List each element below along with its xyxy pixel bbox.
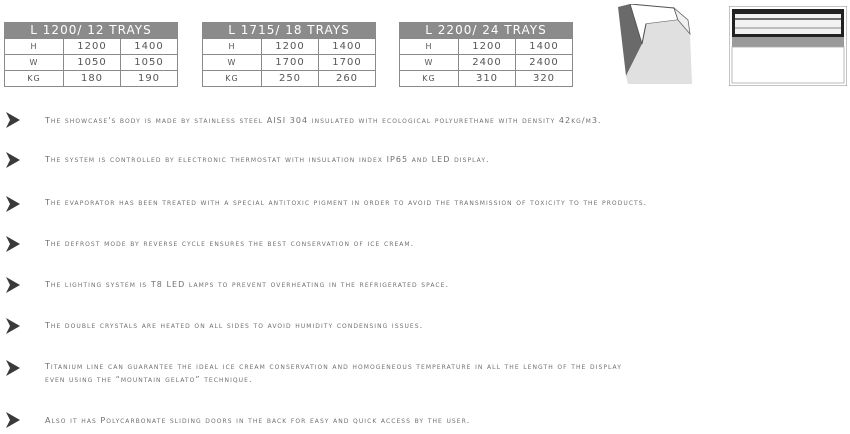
feature-text: The double crystals are heated on all sides to avoid humidity condensing issues.	[45, 321, 424, 330]
row-label: KG	[203, 71, 262, 87]
feature-text: The showcase's body is made by stainless steel AISI 304 insulated with ecological polyurethane with density 42kg/m3.	[45, 116, 602, 125]
row-label: H	[5, 39, 64, 55]
cell-value: 1700	[262, 55, 319, 71]
cell-value: 1400	[516, 39, 573, 55]
row-label: KG	[400, 71, 459, 87]
cell-value: 320	[516, 71, 573, 87]
arrow-right-icon	[6, 277, 20, 293]
cell-value: 1700	[319, 55, 376, 71]
feature-text: The system is controlled by electronic thermostat with insulation index IP65 and LED display.	[45, 155, 490, 164]
row-label: H	[203, 39, 262, 55]
table-title: L 1200/ 12 TRAYS	[5, 23, 178, 39]
feature-text: The evaporator has been treated with a special antitoxic pigment in order to avoid the transmission of toxicity to the products.	[45, 198, 648, 207]
cell-value: 1400	[121, 39, 178, 55]
table-title: L 1715/ 18 TRAYS	[203, 23, 376, 39]
cell-value: 1050	[121, 55, 178, 71]
arrow-right-icon	[6, 196, 20, 212]
cell-value: 1400	[319, 39, 376, 55]
arrow-right-icon	[6, 236, 20, 252]
feature-text: The defrost mode by reverse cycle ensures the best conservation of ice cream.	[45, 239, 415, 248]
feature-text: The lighting system is T8 LED lamps to prevent overheating in the refrigerated space.	[45, 280, 450, 289]
arrow-right-icon	[6, 360, 20, 376]
row-label: H	[400, 39, 459, 55]
row-label: W	[203, 55, 262, 71]
cell-value: 2400	[516, 55, 573, 71]
arrow-right-icon	[6, 412, 20, 428]
arrow-right-icon	[6, 318, 20, 334]
row-label: W	[400, 55, 459, 71]
row-label: KG	[5, 71, 64, 87]
feature-text: Also it has Polycarbonate sliding doors in the back for easy and quick access by the user.	[45, 416, 471, 425]
cell-value: 250	[262, 71, 319, 87]
cell-value: 1200	[64, 39, 121, 55]
cell-value: 1200	[459, 39, 516, 55]
cell-value: 1050	[64, 55, 121, 71]
cell-value: 1200	[262, 39, 319, 55]
table-title: L 2200/ 24 TRAYS	[400, 23, 573, 39]
cell-value: 2400	[459, 55, 516, 71]
cell-value: 310	[459, 71, 516, 87]
cell-value: 180	[64, 71, 121, 87]
feature-text-continued: even using the “mountain gelato” technique.	[45, 375, 253, 384]
arrow-right-icon	[6, 152, 20, 168]
arrow-right-icon	[6, 112, 20, 128]
cell-value: 190	[121, 71, 178, 87]
cell-value: 260	[319, 71, 376, 87]
feature-text: Titanium line can guarantee the ideal ice cream conservation and homogeneous temperature in all the length of the display	[45, 362, 622, 371]
row-label: W	[5, 55, 64, 71]
